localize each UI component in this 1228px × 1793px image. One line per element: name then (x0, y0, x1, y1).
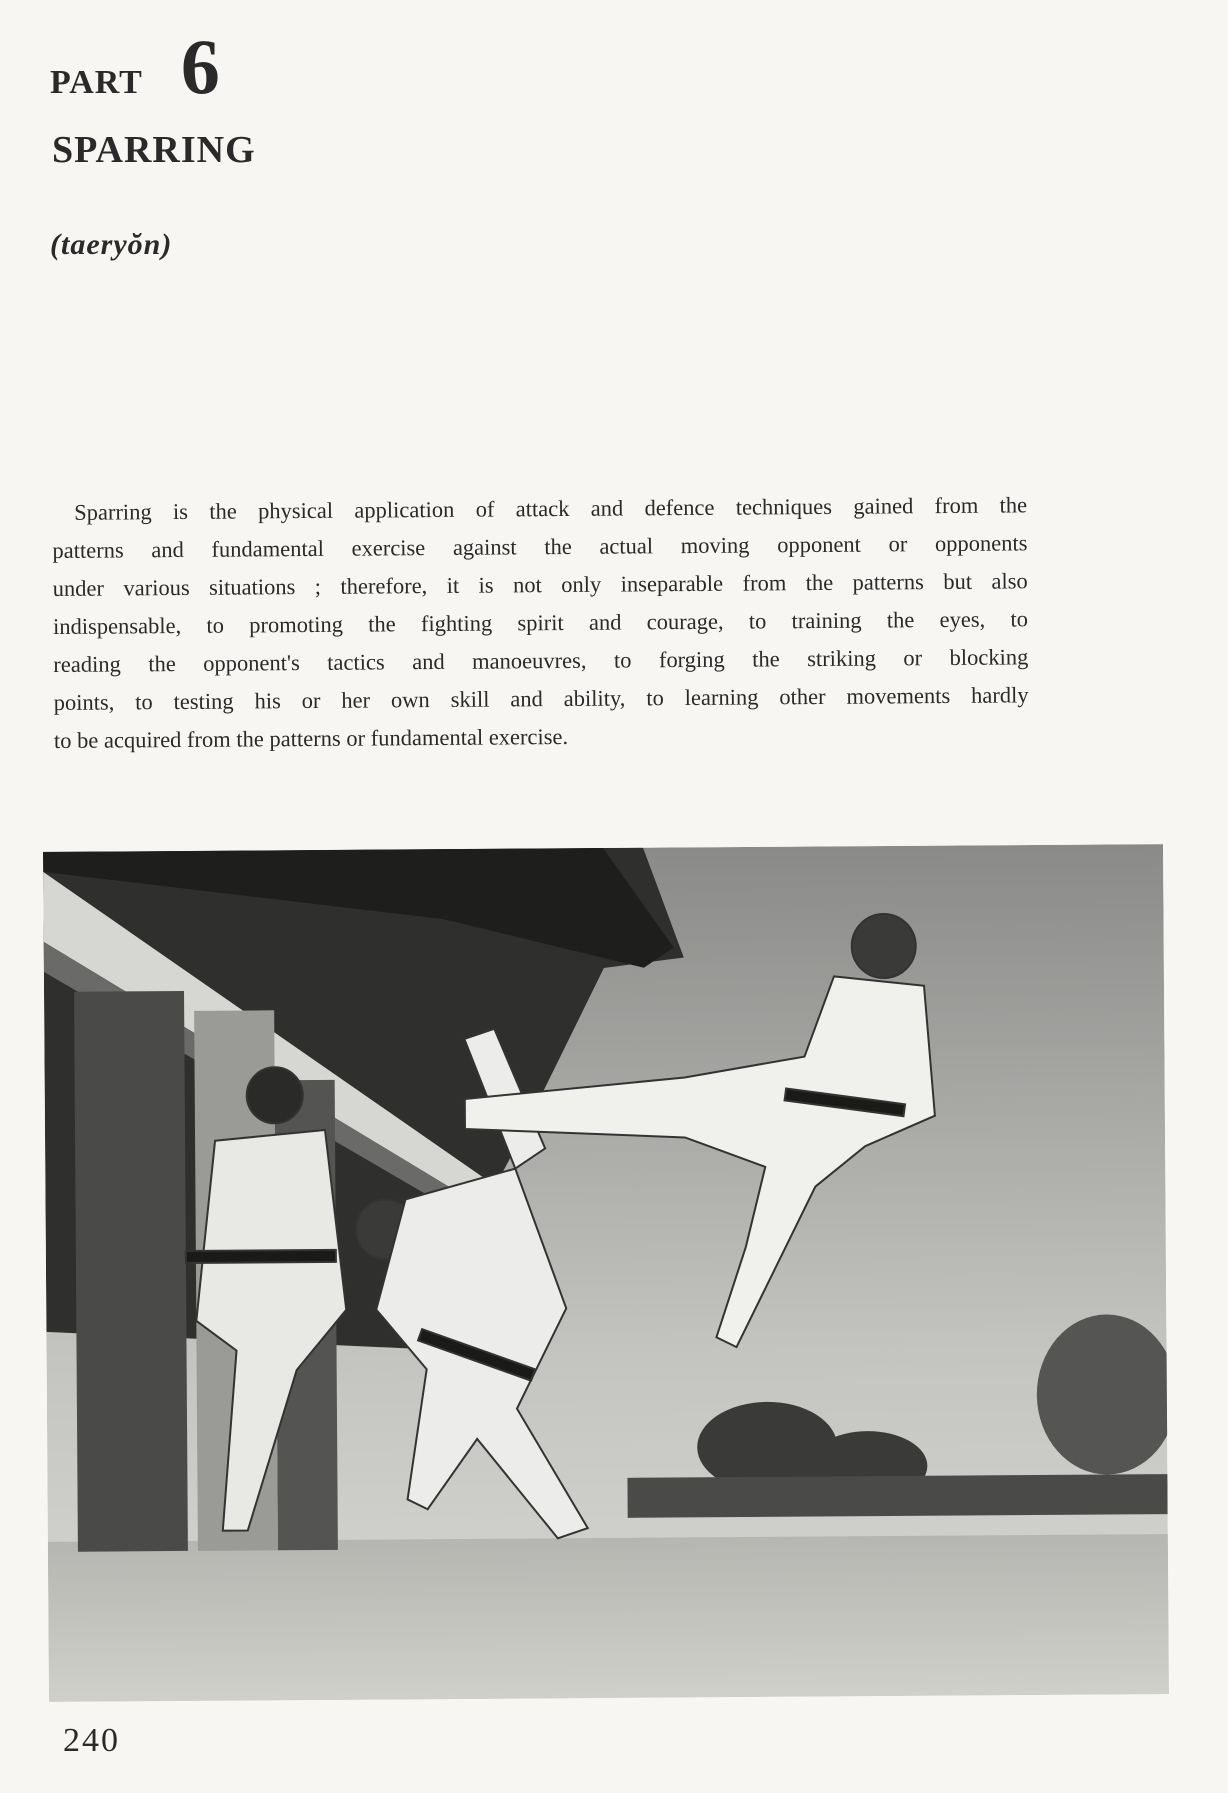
ground (48, 1534, 1169, 1702)
part-heading (50, 23, 220, 110)
sparring-photo (43, 844, 1169, 1702)
paragraph-line: to be acquired from the patterns or fundamental exercise. (53, 723, 569, 753)
paragraph-line: patterns and fundamental exercise against the actual moving opponent or opponents (52, 530, 1028, 563)
paragraph-line: Sparring is the physical application of attack and defence techniques gained from the (74, 492, 1028, 525)
paragraph-line: under various situations ; therefore, it is not only inseparable from the patterns but also (52, 568, 1028, 601)
part-label: PART (50, 64, 143, 101)
page-number: 240 (63, 1722, 120, 1759)
body-paragraph (52, 486, 1029, 760)
chapter-subtitle: (taeryŏn) (50, 228, 173, 261)
chapter-title: SPARRING (52, 129, 256, 171)
paragraph-line: points, to testing his or her own skill and ability, to learning other movements hardly (53, 682, 1029, 715)
paragraph-line: reading the opponent's tactics and manoeuvres, to forging the striking or blocking (53, 644, 1029, 677)
paragraph-line: indispensable, to promoting the fighting spirit and courage, to training the eyes, to (52, 606, 1029, 639)
part-number: 6 (180, 23, 220, 110)
